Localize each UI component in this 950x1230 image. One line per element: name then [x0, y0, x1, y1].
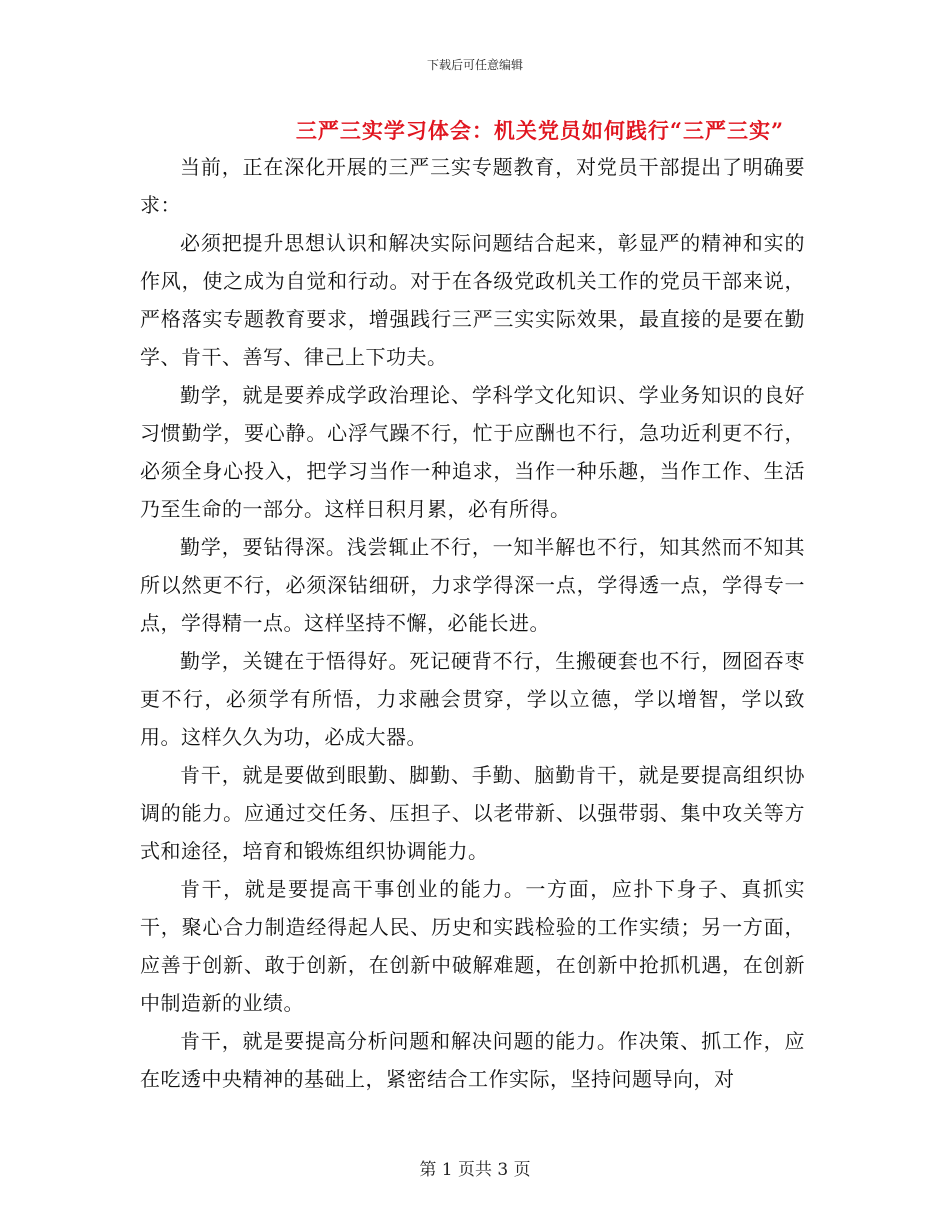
- page-number: 第 1 页共 3 页: [419, 1160, 531, 1180]
- document-title: 三严三实学习体会：机关党员如何践行“三严三实”: [295, 118, 785, 143]
- paragraph-hard-work-2: 肯干，就是要提高干事创业的能力。一方面，应扑下身子、真抓实干，聚心合力制造经得起人民、历史和实践检验的工作实绩；另一方面，应善于创新、敢于创新，在创新中破解难题，在创新中抢抓机遇，在创新中制造新的业绩。: [140, 877, 805, 1015]
- paragraph-intro: 当前，正在深化开展的三严三实专题教育，对党员干部提出了明确要求：: [140, 155, 805, 217]
- paragraph-requirement: 必须把提升思想认识和解决实际问题结合起来，彰显严的精神和实的作风，使之成为自觉和行动。对于在各级党政机关工作的党员干部来说，严格落实专题教育要求，增强践行三严三实实际效果，最直接的是要在勤学、肯干、善写、律己上下功夫。: [140, 231, 805, 369]
- paragraph-diligent-study-2: 勤学，要钻得深。浅尝辄止不行，一知半解也不行，知其然而不知其所以然更不行，必须深钻细研，力求学得深一点，学得透一点，学得专一点，学得精一点。这样坚持不懈，必能长进。: [140, 535, 805, 635]
- header-note: 下载后可任意编辑: [426, 58, 523, 72]
- paragraph-hard-work-1: 肯干，就是要做到眼勤、脚勤、手勤、脑勤肯干，就是要提高组织协调的能力。应通过交任务、压担子、以老带新、以强带弱、集中攻关等方式和途径，培育和锻炼组织协调能力。: [140, 763, 805, 863]
- paragraph-diligent-study-3: 勤学，关键在于悟得好。死记硬背不行，生搬硬套也不行，囫囵吞枣更不行，必须学有所悟，力求融会贯穿，学以立德，学以增智，学以致用。这样久久为功，必成大器。: [140, 649, 805, 749]
- paragraph-hard-work-3: 肯干，就是要提高分析问题和解决问题的能力。作决策、抓工作，应在吃透中央精神的基础上，紧密结合工作实际，坚持问题导向，对: [140, 1029, 805, 1091]
- paragraph-diligent-study-1: 勤学，就是要养成学政治理论、学科学文化知识、学业务知识的良好习惯勤学，要心静。心浮气躁不行，忙于应酬也不行，急功近利更不行，必须全身心投入，把学习当作一种追求，当作一种乐趣，当作工作、生活乃至生命的一部分。这样日积月累，必有所得。: [140, 383, 805, 521]
- document-body: [140, 148, 805, 1098]
